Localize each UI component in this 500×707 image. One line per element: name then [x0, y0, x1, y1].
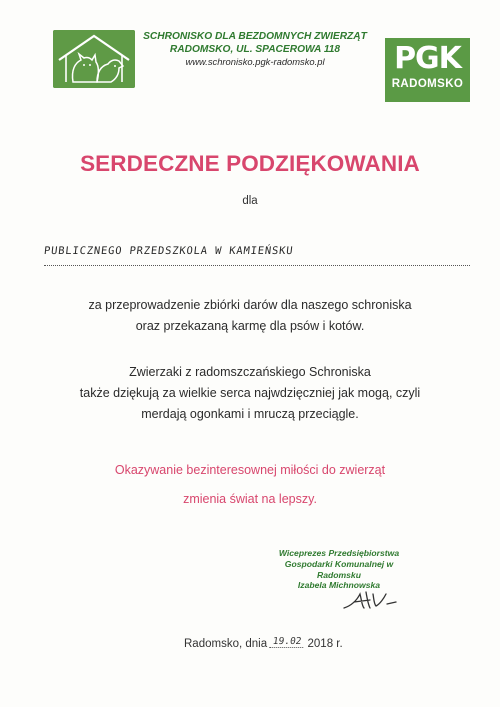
date-line [184, 638, 343, 651]
closing-line: Okazywanie bezinteresownej miłości do zwierząt [114, 463, 386, 477]
pgk-city: RADOMSKO [391, 78, 464, 90]
recipient-handwritten: PUBLICZNEGO PRZEDSZKOLA W KAMIEŃSKU [43, 245, 294, 257]
closing-quote [0, 456, 500, 514]
thanks-paragraph [0, 295, 500, 337]
pgk-logo [385, 38, 470, 102]
year-suffix: 2018 r. [307, 638, 343, 650]
signatory-name: Izabela Michnowska [297, 580, 381, 591]
paragraph-line: merdają ogonkami i mruczą przeciągle. [141, 407, 359, 421]
pgk-mark: PGK [394, 41, 461, 76]
for-word: dla [242, 195, 258, 207]
organization-header [128, 31, 382, 69]
animals-paragraph [0, 362, 500, 425]
closing-line: zmienia świat na lepszy. [183, 492, 317, 506]
paragraph-line: za przeprowadzenie zbiórki darów dla naszego schroniska [88, 298, 412, 312]
paragraph-line: Zwierzaki z radomszczańskiego Schroniska [129, 365, 371, 379]
place-prefix: Radomsko, dnia [184, 638, 268, 650]
certificate-title: SERDECZNE PODZIĘKOWANIA [80, 151, 420, 176]
signatory-company: Gospodarki Komunalnej w Radomsku [284, 558, 394, 580]
paragraph-line: oraz przekazaną karmę dla psów i kotów. [135, 319, 365, 333]
dog-and-cat-house-icon [53, 30, 135, 88]
org-address: RADOMSKO, UL. SPACEROWA 118 [169, 43, 341, 55]
recipient-dotted-line [44, 265, 470, 266]
org-name: SCHRONISKO DLA BEZDOMNYCH ZWIERZĄT [143, 31, 367, 42]
paragraph-line: także dziękują za wielkie serca najwdzięczniej jak mogą, czyli [79, 386, 421, 400]
handwritten-date: 19.02 [269, 636, 305, 648]
handwritten-signature [340, 584, 400, 614]
signatory-title: Wiceprezes Przedsiębiorstwa [278, 548, 400, 558]
org-website: www.schronisko.pgk-radomsko.pl [185, 56, 325, 67]
shelter-logo [53, 30, 135, 88]
